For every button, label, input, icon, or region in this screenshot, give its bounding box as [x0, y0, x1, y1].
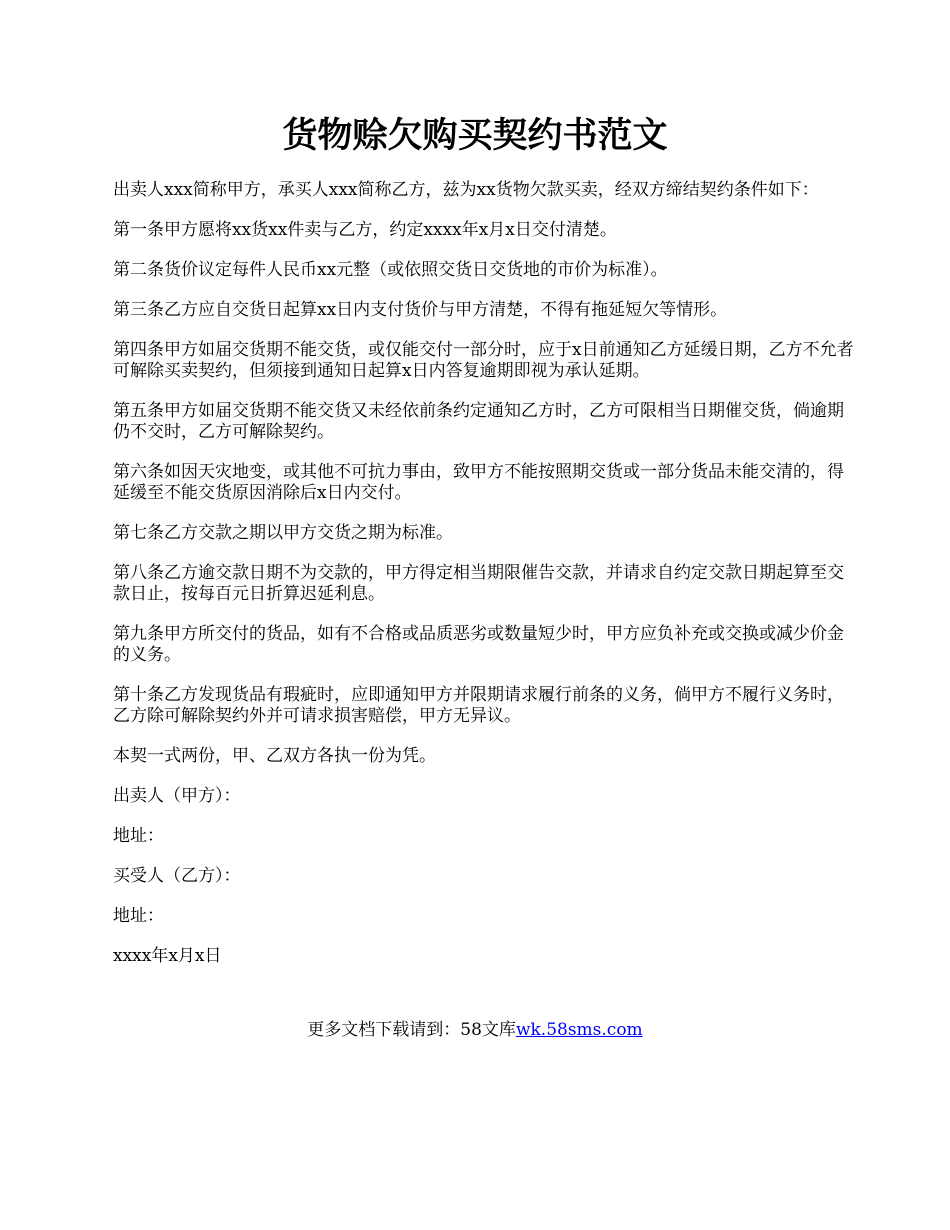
buyer-signature-label: 买受人（乙方）： — [113, 866, 241, 886]
intro-paragraph: 出卖人xxx简称甲方，承买人xxx简称乙方，兹为xx货物欠款买卖，经双方缔结契约条件如下： — [113, 180, 819, 200]
footer-link[interactable]: wk.58sms.com — [515, 1020, 643, 1040]
seller-address-label: 地址： — [113, 826, 164, 846]
buyer-address-label: 地址： — [113, 906, 164, 926]
article-8: 第八条乙方逾交款日期不为交款的，甲方得定相当期限催告交款，并请求自约定交款日期起算至交款日止，按每百元日折算迟延利息。 — [113, 563, 844, 604]
article-6: 第六条如因天灾地变，或其他不可抗力事由，致甲方不能按照期交货或一部分货品未能交清的，得延缓至不能交货原因消除后x日内交付。 — [113, 462, 844, 503]
article-2: 第二条货价议定每件人民币xx元整（或依照交货日交货地的市价为标准）。 — [113, 260, 668, 280]
article-3: 第三条乙方应自交货日起算xx日内支付货价与甲方清楚，不得有拖延短欠等情形。 — [113, 300, 728, 320]
document-body — [113, 180, 858, 986]
footer-text: 更多文档下载请到：58文库 — [307, 1020, 516, 1040]
article-9: 第九条甲方所交付的货品，如有不合格或品质恶劣或数量短少时，甲方应负补充或交换或减少价金的义务。 — [113, 624, 844, 665]
document-title: 货物赊欠购买契约书范文 — [282, 115, 668, 156]
date-line: xxxx年x月x日 — [113, 946, 222, 966]
article-10: 第十条乙方发现货品有瑕疵时，应即通知甲方并限期请求履行前条的义务，倘甲方不履行义务时，乙方除可解除契约外并可请求损害赔偿，甲方无异议。 — [113, 685, 844, 726]
footer — [0, 1019, 950, 1041]
article-4: 第四条甲方如届交货期不能交货，或仅能交付一部分时，应于x日前通知乙方延缓日期，乙方不允者可解除买卖契约，但须接到通知日起算x日内答复逾期即视为承认延期。 — [113, 340, 854, 381]
copies-clause: 本契一式两份，甲、乙双方各执一份为凭。 — [113, 746, 436, 766]
article-1: 第一条甲方愿将xx货xx件卖与乙方，约定xxxx年x月x日交付清楚。 — [113, 220, 617, 240]
article-7: 第七条乙方交款之期以甲方交货之期为标准。 — [113, 523, 453, 543]
seller-signature-label: 出卖人（甲方）： — [113, 786, 241, 806]
article-5: 第五条甲方如届交货期不能交货又未经依前条约定通知乙方时，乙方可限相当日期催交货，倘逾期仍不交时，乙方可解除契约。 — [113, 401, 844, 442]
